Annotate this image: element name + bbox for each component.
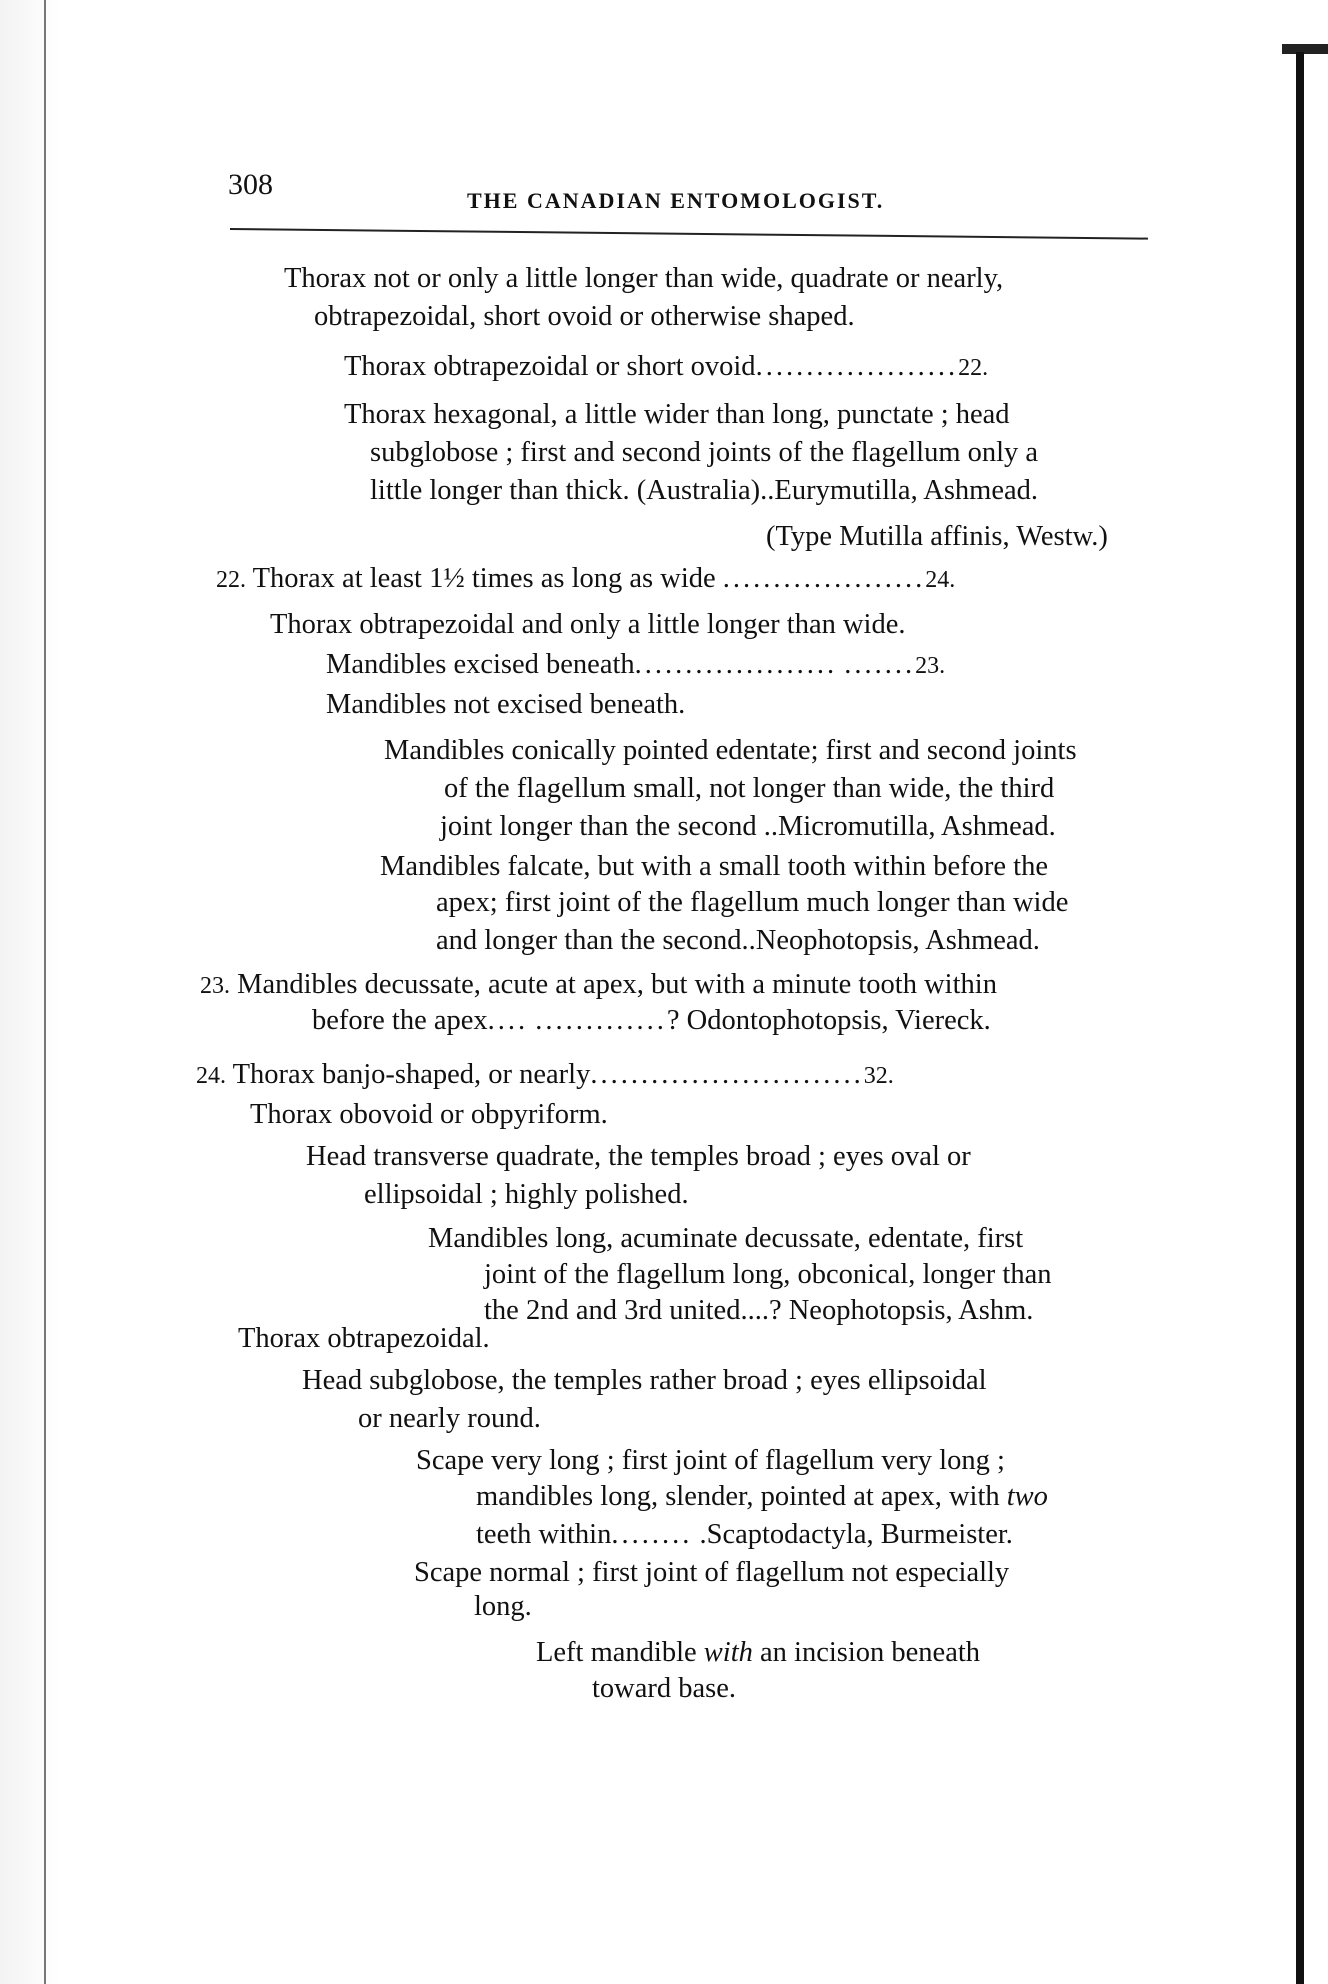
- text-line: Mandibles falcate, but with a small tooth within before the: [380, 851, 1048, 882]
- key-line: 24. Thorax banjo-shaped, or nearly...........................32.: [196, 1059, 894, 1090]
- header-rule: [230, 228, 1148, 240]
- key-line: Thorax obtrapezoidal or short ovoid....................22.: [344, 351, 989, 382]
- text-line: ellipsoidal ; highly polished.: [364, 1179, 689, 1210]
- text-line: long.: [474, 1591, 532, 1622]
- text-line: Thorax obovoid or obpyriform.: [250, 1099, 608, 1130]
- page-right-top-edge: [1282, 44, 1328, 54]
- text-line: subglobose ; first and second joints of the flagellum only a: [370, 437, 1039, 468]
- text-line: apex; first joint of the flagellum much longer than wide: [436, 887, 1069, 918]
- text-line: Thorax not or only a little longer than wide, quadrate or nearly,: [284, 263, 1004, 294]
- page-right-margin: [1250, 60, 1328, 1984]
- text-line: joint of the flagellum long, obconical, longer than: [484, 1259, 1052, 1290]
- journal-title: THE CANADIAN ENTOMOLOGIST.: [467, 188, 885, 213]
- key-line: 23. Mandibles decussate, acute at apex, but with a minute tooth within: [200, 969, 997, 1000]
- text-line: Head subglobose, the temples rather broad ; eyes ellipsoidal: [302, 1365, 987, 1396]
- text-line: Scape very long ; first joint of flagellum very long ;: [416, 1445, 1005, 1476]
- text-line: mandibles long, slender, pointed at apex, with two: [476, 1481, 1048, 1512]
- key-line: Mandibles excised beneath.................... .......23.: [326, 649, 946, 680]
- text-line: obtrapezoidal, short ovoid or otherwise shaped.: [314, 301, 855, 332]
- text-line: Thorax obtrapezoidal and only a little longer than wide.: [270, 609, 906, 640]
- page-left-border: [44, 0, 46, 1984]
- text-line: Head transverse quadrate, the temples broad ; eyes oval or: [306, 1141, 971, 1172]
- page-right-border: [1296, 52, 1304, 1984]
- key-line: 22. Thorax at least 1½ times as long as wide ....................24.: [216, 563, 956, 594]
- text-line: Mandibles not excised beneath.: [326, 689, 686, 720]
- text-line: Mandibles long, acuminate decussate, edentate, first: [428, 1223, 1024, 1254]
- text-line: Left mandible with an incision beneath: [536, 1637, 981, 1668]
- text-line: joint longer than the second ..Micromutilla, Ashmead.: [440, 811, 1056, 842]
- text-line: Mandibles conically pointed edentate; first and second joints: [384, 735, 1077, 766]
- text-line: little longer than thick. (Australia)..Eurymutilla, Ashmead.: [370, 475, 1039, 506]
- text-line: Scape normal ; first joint of flagellum not especially: [414, 1557, 1010, 1588]
- text-line: Thorax hexagonal, a little wider than long, punctate ; head: [344, 399, 1010, 430]
- text-line: the 2nd and 3rd united....? Neophotopsis, Ashm.: [484, 1295, 1034, 1326]
- text-line: Thorax obtrapezoidal.: [238, 1323, 490, 1354]
- text-line: and longer than the second..Neophotopsis, Ashmead.: [436, 925, 1040, 956]
- text-line: (Type Mutilla affinis, Westw.): [766, 521, 1108, 552]
- key-line: before the apex.... .............? Odontophotopsis, Viereck.: [312, 1005, 991, 1036]
- key-line: teeth within........ .Scaptodactyla, Burmeister.: [476, 1519, 1013, 1550]
- text-line: toward base.: [592, 1673, 737, 1704]
- page-left-shadow: [0, 0, 60, 1984]
- text-line: of the flagellum small, not longer than wide, the third: [444, 773, 1055, 804]
- page-number: 308: [228, 168, 273, 201]
- text-line: or nearly round.: [358, 1403, 541, 1434]
